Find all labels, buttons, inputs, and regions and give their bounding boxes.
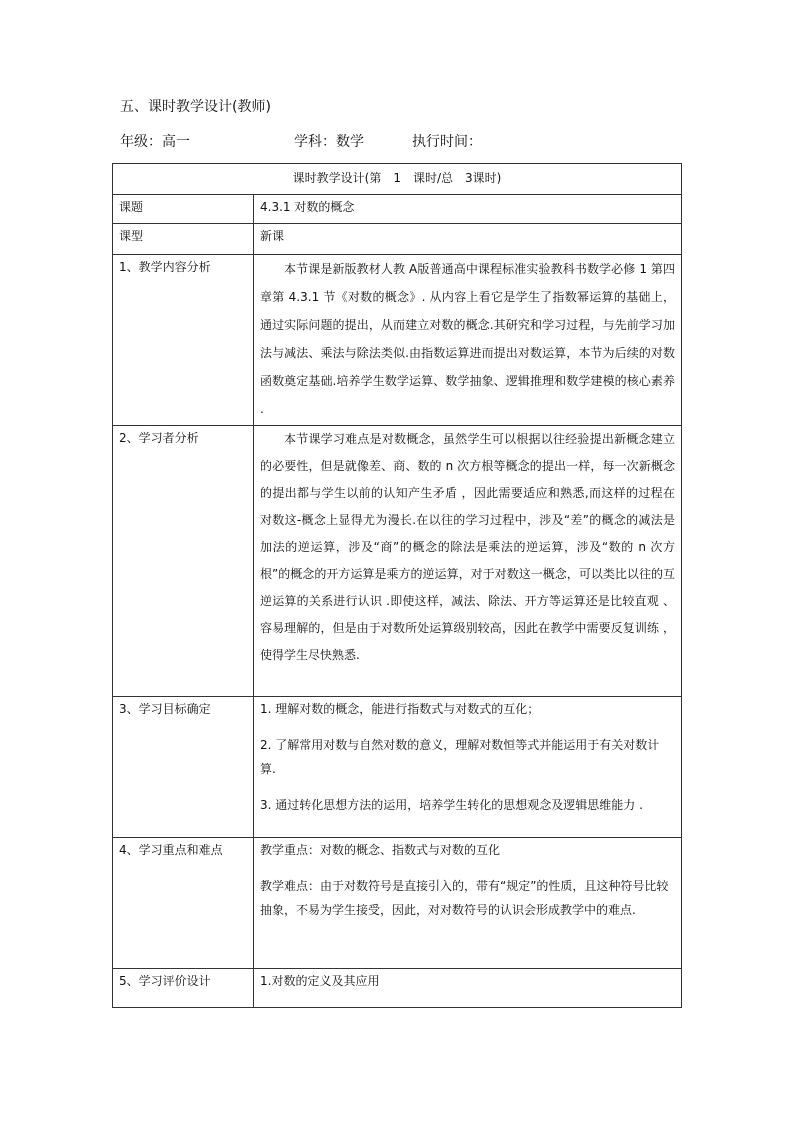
row-content <box>254 426 682 697</box>
row-label: 1、教学内容分析 <box>113 255 254 426</box>
row-label: 5、学习评价设计 <box>113 969 254 1008</box>
table-row <box>113 426 682 697</box>
row-text: 本节课是新版教材人教 A版普通高中课程标准实验教科书数学必修 1 第四章第 4.3.1 节《对数的概念》. 从内容上看它是学生了指数幂运算的基础上，通过实际问题的提出，从而建立对数的概念.其研究和学习过程，与先前学习加法与减法、乘法与除法类似.由指数运算进而提出对数运算，本节为后续的对数函数奠定基础.培养学生数学运算、数学抽象、逻辑推理和数学建模的核心素养 . <box>260 262 675 416</box>
row-text: 本节课学习难点是对数概念，虽然学生可以根据以往经验提出新概念建立的必要性，但是就像差、商、数的 n 次方根等概念的提出一样，每一次新概念的提出都与学生以前的认知产生矛盾 ，因此需要适应和熟悉,而这样的过程在对数这-概念上显得尤为漫长.在以往的学习过程中，涉及“差”的概念的减法是加法的逆运算，涉及“商”的概念的除法是乘法的逆运算，涉及“数的 n 次方根”的概念的开方运算是乘方的逆运算，对于对数这一概念，可以类比以往的互逆运算的关系进行认识 .即使这样，减法、除法、开方等运算还是比较直观 、容易理解的，但是由于对数所处运算级别较高，因此在教学中需要反复训练 ，使得学生尽快熟悉. <box>260 432 675 662</box>
table-header-row <box>113 164 682 195</box>
row-label: 2、学习者分析 <box>113 426 254 697</box>
subject-label: 学科：数学 <box>294 134 364 150</box>
grade-label: 年级：高一 <box>120 134 190 150</box>
row-content <box>254 969 682 1008</box>
row-text: 教学难点：由于对数符号是直接引入的，带有“规定”的性质，且这种符号比较抽象，不易为学生接受，因此，对对数符号的认识会形成教学中的难点. <box>260 879 669 917</box>
row-text: 4.3.1 对数的概念 <box>260 200 355 214</box>
row-content <box>254 224 682 255</box>
table-row <box>113 838 682 969</box>
row-label: 3、学习目标确定 <box>113 697 254 838</box>
table-header: 课时教学设计(第 1 课时/总 3课时) <box>113 164 682 195</box>
row-content <box>254 697 682 838</box>
row-text: 3. 通过转化思想方法的运用，培养学生转化的思想观念及逻辑思维能力 . <box>260 798 643 812</box>
lesson-design-table <box>112 163 682 1008</box>
row-text: 新课 <box>260 229 285 243</box>
execution-time-label: 执行时间： <box>412 134 482 150</box>
row-text: 1. 理解对数的概念，能进行指数式与对数式的互化； <box>260 702 540 716</box>
table-row <box>113 195 682 224</box>
section-heading: 五、课时教学设计(教师) <box>120 99 271 115</box>
row-text: 教学重点：对数的概念、指数式与对数的互化 <box>260 843 501 857</box>
row-label: 课型 <box>113 224 254 255</box>
table-row <box>113 255 682 426</box>
row-label: 课题 <box>113 195 254 224</box>
row-text: 1.对数的定义及其应用 <box>260 974 380 988</box>
row-content <box>254 255 682 426</box>
row-text: 2. 了解常用对数与自然对数的意义，理解对数恒等式并能运用于有关对数计算. <box>260 738 660 776</box>
table-row <box>113 969 682 1008</box>
row-content <box>254 195 682 224</box>
row-content <box>254 838 682 969</box>
table-row <box>113 697 682 838</box>
row-label: 4、学习重点和难点 <box>113 838 254 969</box>
table-row <box>113 224 682 255</box>
